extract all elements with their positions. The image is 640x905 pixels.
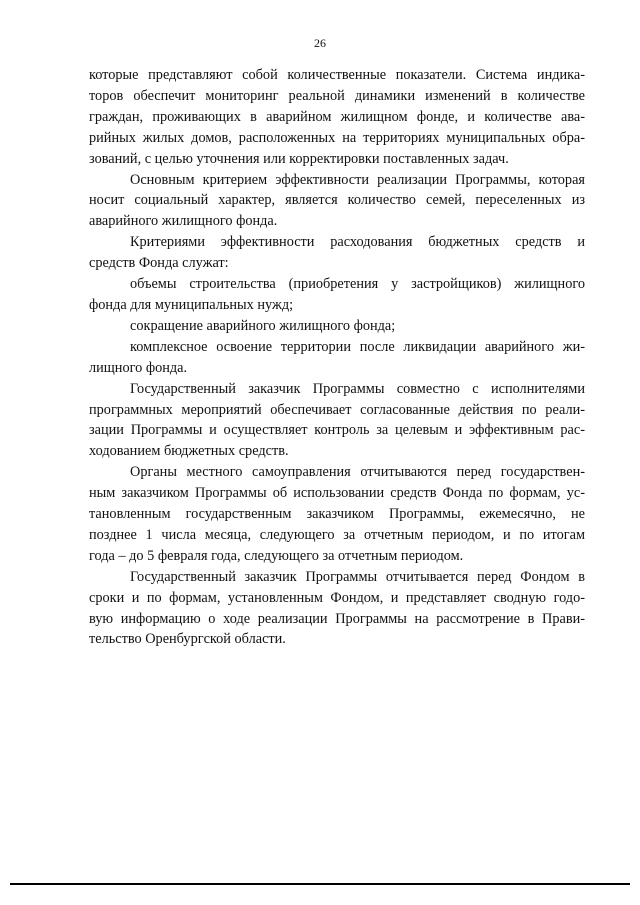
text-line: позднее 1 числа месяца, следующего за отчетным периодом, и по итогам [89, 526, 585, 543]
text-line: лищного фонда. [89, 359, 188, 376]
text-line: Органы местного самоуправления отчитываются перед государствен- [130, 464, 585, 481]
text-line: Основным критерием эффективности реализации Программы, которая [130, 171, 585, 188]
page-number: 26 [314, 36, 326, 50]
text-line: зации Программы и осуществляет контроль за целевым и эффективным рас- [89, 422, 585, 439]
text-line: вую информацию о ходе реализации Программы на рассмотрение в Прави- [89, 610, 585, 627]
paragraph [89, 462, 585, 567]
paragraph [89, 232, 585, 274]
text-line: тановленным государственным заказчиком Программы, ежемесячно, не [89, 506, 585, 523]
text-line: зований, с целью уточнения или корректировки поставленных задач. [89, 150, 509, 167]
text-line: граждан, проживающих в аварийном жилищном фонде, и количестве ава- [89, 108, 585, 125]
paragraph [89, 379, 585, 463]
paragraph [89, 170, 585, 233]
text-line: года – до 5 февраля года, следующего за отчетным периодом. [89, 547, 464, 564]
document-body [89, 65, 585, 650]
text-line: ходованием бюджетных средств. [89, 443, 289, 460]
paragraph [89, 65, 585, 170]
text-line: Государственный заказчик Программы совместно с исполнителями [130, 380, 585, 397]
text-line: торов обеспечит мониторинг реальной динамики изменений в количестве [89, 87, 585, 104]
text-line: программных мероприятий обеспечивает согласованные действия по реали- [89, 401, 585, 418]
text-line: фонда для муниципальных нужд; [89, 296, 294, 313]
text-line: тельство Оренбургской области. [89, 631, 286, 648]
paragraph [89, 274, 585, 316]
text-line: рийных жилых домов, расположенных на территориях муниципальных обра- [89, 129, 585, 146]
paragraph [89, 567, 585, 651]
text-line: сроки и по формам, установленным Фондом, и представляет сводную годо- [89, 589, 585, 606]
text-line: которые представляют собой количественные показатели. Система индика- [89, 67, 585, 83]
text-line: носит социальный характер, является количество семей, переселенных из [89, 192, 585, 209]
bottom-rule [10, 883, 630, 885]
text-line: сокращение аварийного жилищного фонда; [130, 317, 396, 334]
text-line: объемы строительства (приобретения у застройщиков) жилищного [130, 276, 585, 293]
paragraph [89, 337, 585, 379]
paragraph [89, 316, 585, 337]
text-line: ным заказчиком Программы об использовании средств Фонда по формам, ус- [89, 485, 585, 502]
text-line: Государственный заказчик Программы отчитывается перед Фондом в [130, 568, 585, 585]
text-line: комплексное освоение территории после ликвидации аварийного жи- [130, 338, 585, 355]
text-line: Критериями эффективности расходования бюджетных средств и [130, 234, 585, 251]
text-line: средств Фонда служат: [89, 255, 229, 272]
text-line: аварийного жилищного фонда. [89, 213, 278, 230]
